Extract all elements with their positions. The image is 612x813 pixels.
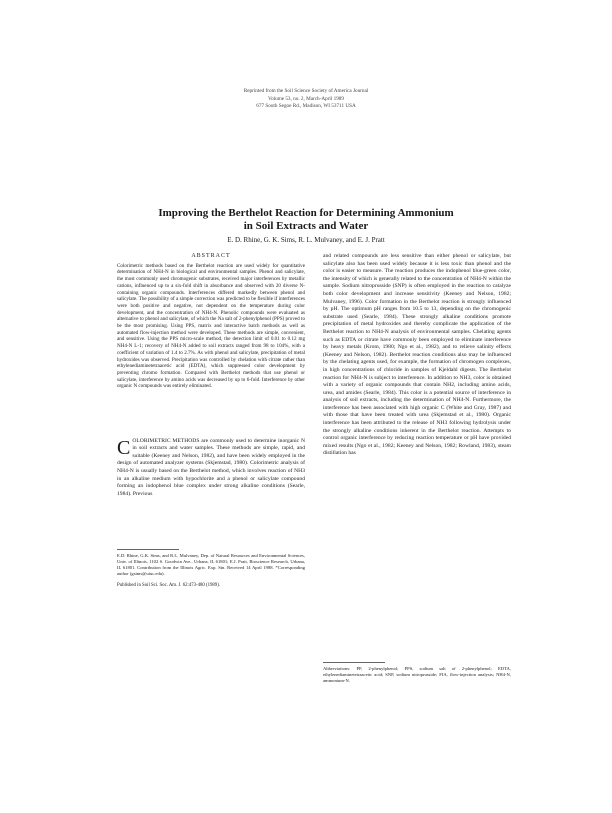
paper-title: [100, 207, 512, 233]
drop-cap: C: [117, 437, 131, 459]
header-line: 677 South Segoe Rd., Madison, WI 53711 USA: [256, 103, 356, 109]
left-column: [117, 253, 305, 813]
abstract-text: Colorimetric methods based on the Berthelot reaction are used widely for quantitative determination of NH4-N in biological and environmental samples. Phenol and salicylate, the most commonly used chromogenic substrates, received major interferences by metallic cations, influenced up to a six-fold shift in absorbance and observed with 20 diverse N-containing organic compounds. Interferences differed markedly between phenol and salicylate. The possibility of a simple correction was predicted to be flexible if interferences were both positive and negative, not dependent on the temperature during color development, and the concentration of NH4-N. Phenolic compounds were evaluated as alternative to phenol and salicylate, of which the Na salt of 2-phenylphenol (PPS) proved to be the most promising. Using PPS, matrix and interactive batch methods as well as automated flow-injection method were developed. These methods are simple, convenient, and sensitive. Using the PPS micro-scale method, the detection limit of 0.01 to 0.12 mg NH4-N L-1; recovery of NH4-N added to soil extracts ranged from 98 to 104%, with a coefficient of variation of 1.4 to 2.7%. As with phenol and salicylate, precipitation of metal hydroxides was observed. Precipitation was controlled by chelation with citrate rather than ethylenediaminetetraacetic acid (EDTA), which suppressed color development by preventing chromo formation. Compared with Berthelot methods that use phenol or salicylate, interference by amino acids was decreased by up to 6-fold. Interference by other organic N compounds was entirely eliminated.: [117, 262, 305, 390]
footnote-divider: [117, 549, 179, 550]
abbreviations-divider: [323, 662, 385, 663]
author-list: E. D. Rhine, G. K. Sims, R. L. Mulvaney, and E. J. Pratt: [227, 236, 385, 244]
publication-info: Published in Soil Sci. Soc. Am. J. 62:473-480 (1989).: [117, 582, 221, 588]
introduction-body: OLORIMETRIC METHODS are commonly used to determine inorganic N in soil extracts and water samples. These methods are simple, rapid, and suitable (Keeney and Nelson, 1982), and have been widely employed in the design of automated analyzer systems (Skjemstad, 1980). Colorimetric analysis of NH4-N is usually based on the Berthelot method, which involves reaction of NH3 in an alkaline medium with hypochlorite and a phenol or salicylate compound forming an indophenol blue complex under strong alkaline conditions (Searle, 1984). Previous: [117, 437, 305, 497]
abstract-heading: ABSTRACT: [191, 253, 231, 259]
abbreviations-footnote: Abbreviations: PP, 2-phenylphenol; PPS, sodium salt of 2-phenylphenol; EDTA, ethylenediaminetetraacetic acid; SNP, sodium nitroprusside; FIA, flow-injection analysis; NH4-N, ammonium-N.: [323, 666, 511, 683]
title-line: in Soil Extracts and Water: [243, 220, 369, 232]
body-text: and related compounds are less sensitive than either phenol or salicylate, but salicylate also has been used widely because it is less toxic than phenol and the color is easier to measure. The reaction produces the indophenol blue-green color, the intensity of which is generally related to the concentration of NH4-N within the sample. Sodium nitroprusside (SNP) is often employed in the reaction to catalyze both color development and increase sensitivity (Keeney and Nelson, 1982; Mulvaney, 1996). Color formation in the Berthelot reaction is strongly influenced by pH. The optimum pH ranges from 10.5 to 13, depending on the chromogenic substrate used (Searle, 1984). These strongly alkaline conditions promote precipitation of metal hydroxides and thereby complicate the application of the Berthelot reaction to NH4-N analysis of environmental samples. Chelating agents such as EDTA or citrate have commonly been employed to eliminate interference by heavy metals (Krom, 1980; Ngo et al., 1982), and to relieve salinity effects (Keeney and Nelson, 1982). Berthelot reaction conditions also may be influenced by the chelating agents used, for example, the formation of chromogen complexes, in high concentrations of chloride in samples of Kjeldahl digests. The Berthelot reaction for NH4-N is subject to interference. In addition to NH3, color is obtained with a variety of organic compounds that contain NH2, including amino acids, urea, and amides (Searle, 1984). This color is a potential source of interference in analysis of soil extracts, including the determination of NH4-N. Furthermore, the interference has been associated with high organic C (White and Gray, 1987) and with those that have been treated with urea (Skjemstad et al., 1980). Organic interference has been attributed to the release of NH3 following hydrolysis under the strongly alkaline conditions inherent in the Berthelot reaction. Attempts to control organic interference by reducing reaction temperature or pH have provided mixed results (Ngo et al., 1982; Keeney and Nelson, 1982; Rowland, 1983), steam distillation has: [323, 253, 511, 457]
author-footnote: E.D. Rhine, G.K. Sims, and R.L. Mulvaney, Dep. of Natural Resources and Environmental Sciences, Univ. of Illinois, 1102 S. Goodwin Ave., Urbana, IL 61801; E.J. Pratt, Bioscience Research, Urbana, IL 61801. Contribution from the Illinois Agric. Exp. Stn. Received 14 April 1988. *Corresponding author (gsims@uiuc.edu).: [117, 552, 305, 576]
header-line: Reprinted from the Soil Science Society of America Journal: [243, 88, 369, 94]
header-line: Volume 53, no. 2, March-April 1989: [268, 95, 344, 102]
journal-header: [0, 88, 612, 111]
right-column: [323, 253, 511, 813]
introduction-text: [117, 438, 305, 544]
title-line: Improving the Berthelot Reaction for Determining Ammonium: [158, 207, 454, 219]
